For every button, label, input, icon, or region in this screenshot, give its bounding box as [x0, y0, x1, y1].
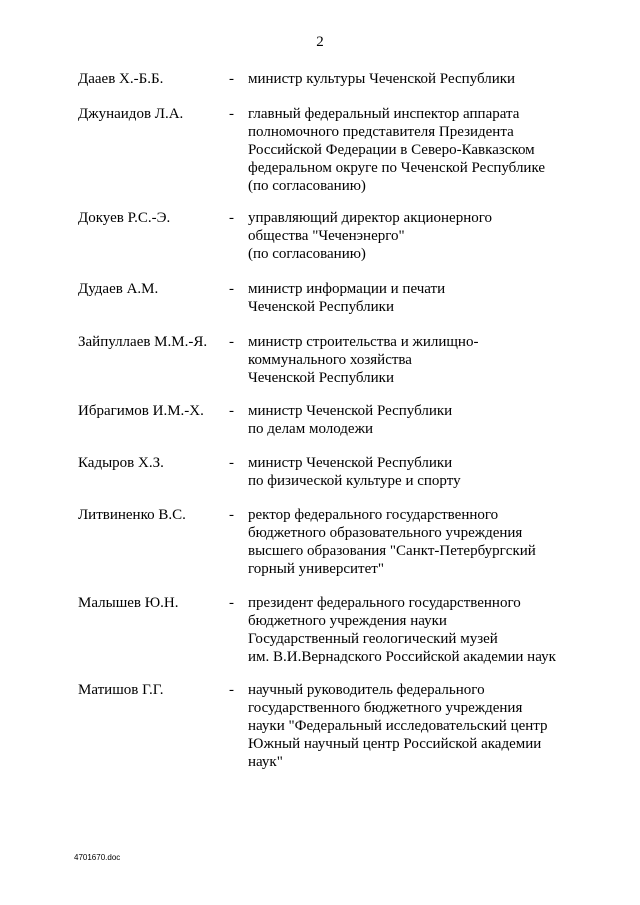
role-line: по физической культуре и спорту — [248, 473, 461, 489]
role-line: научный руководитель федерального — [248, 682, 485, 698]
file-name-footer: 4701670.doc — [74, 853, 121, 862]
role-line: общества "Чеченэнерго" — [248, 228, 405, 244]
member-name: Матишов Г.Г. — [78, 682, 164, 698]
role-line: (по согласованию) — [248, 246, 366, 262]
dash-separator: - — [229, 281, 234, 297]
role-line: высшего образования "Санкт-Петербургский — [248, 543, 536, 559]
role-line: Южный научный центр Российской академии — [248, 736, 542, 752]
member-role — [248, 280, 588, 316]
role-line: управляющий директор акционерного — [248, 210, 493, 226]
member-role — [248, 594, 588, 666]
role-line: Государственный геологический музей — [248, 631, 498, 647]
role-line: министр Чеченской Республики — [248, 403, 453, 419]
member-name: Кадыров Х.З. — [78, 455, 164, 471]
role-line: горный университет" — [248, 561, 384, 577]
member-name: Докуев Р.С.-Э. — [78, 210, 171, 226]
member-name: Ибрагимов И.М.-Х. — [78, 403, 204, 419]
role-line: (по согласованию) — [248, 178, 366, 194]
role-line: федеральном округе по Чеченской Республике — [248, 160, 546, 176]
role-line: министр культуры Чеченской Республики — [248, 71, 516, 87]
member-role — [248, 105, 588, 195]
dash-separator: - — [229, 682, 234, 698]
member-role — [248, 70, 588, 88]
member-name: Дудаев А.М. — [78, 281, 159, 297]
role-line: Чеченской Республики — [248, 370, 394, 386]
dash-separator: - — [229, 455, 234, 471]
member-name: Зайпуллаев М.М.-Я. — [78, 334, 208, 350]
member-role — [248, 333, 588, 387]
member-role — [248, 506, 588, 578]
dash-separator: - — [229, 106, 234, 122]
member-name: Джунаидов Л.А. — [78, 106, 184, 122]
role-line: министр Чеченской Республики — [248, 455, 453, 471]
role-line: главный федеральный инспектор аппарата — [248, 106, 520, 122]
dash-separator: - — [229, 71, 234, 87]
member-name: Малышев Ю.Н. — [78, 595, 179, 611]
role-line: полномочного представителя Президента — [248, 124, 514, 140]
role-line: ректор федерального государственного — [248, 507, 499, 523]
role-line: президент федерального государственного — [248, 595, 521, 611]
dash-separator: - — [229, 595, 234, 611]
member-name: Дааев Х.-Б.Б. — [78, 71, 164, 87]
member-role — [248, 681, 588, 771]
role-line: наук" — [248, 754, 283, 770]
role-line: им. В.И.Вернадского Российской академии наук — [248, 649, 556, 665]
role-line: бюджетного учреждения науки — [248, 613, 447, 629]
member-role — [248, 454, 588, 490]
role-line: бюджетного образовательного учреждения — [248, 525, 523, 541]
member-name: Литвиненко В.С. — [78, 507, 186, 523]
dash-separator: - — [229, 210, 234, 226]
dash-separator: - — [229, 403, 234, 419]
role-line: Чеченской Республики — [248, 299, 394, 315]
page-number: 2 — [316, 34, 324, 50]
role-line: науки "Федеральный исследовательский центр — [248, 718, 548, 734]
role-line: министр строительства и жилищно- — [248, 334, 479, 350]
dash-separator: - — [229, 507, 234, 523]
role-line: коммунального хозяйства — [248, 352, 412, 368]
role-line: государственного бюджетного учреждения — [248, 700, 523, 716]
dash-separator: - — [229, 334, 234, 350]
role-line: по делам молодежи — [248, 421, 373, 437]
member-role — [248, 402, 588, 438]
role-line: Российской Федерации в Северо-Кавказском — [248, 142, 535, 158]
member-role — [248, 209, 588, 263]
role-line: министр информации и печати — [248, 281, 446, 297]
